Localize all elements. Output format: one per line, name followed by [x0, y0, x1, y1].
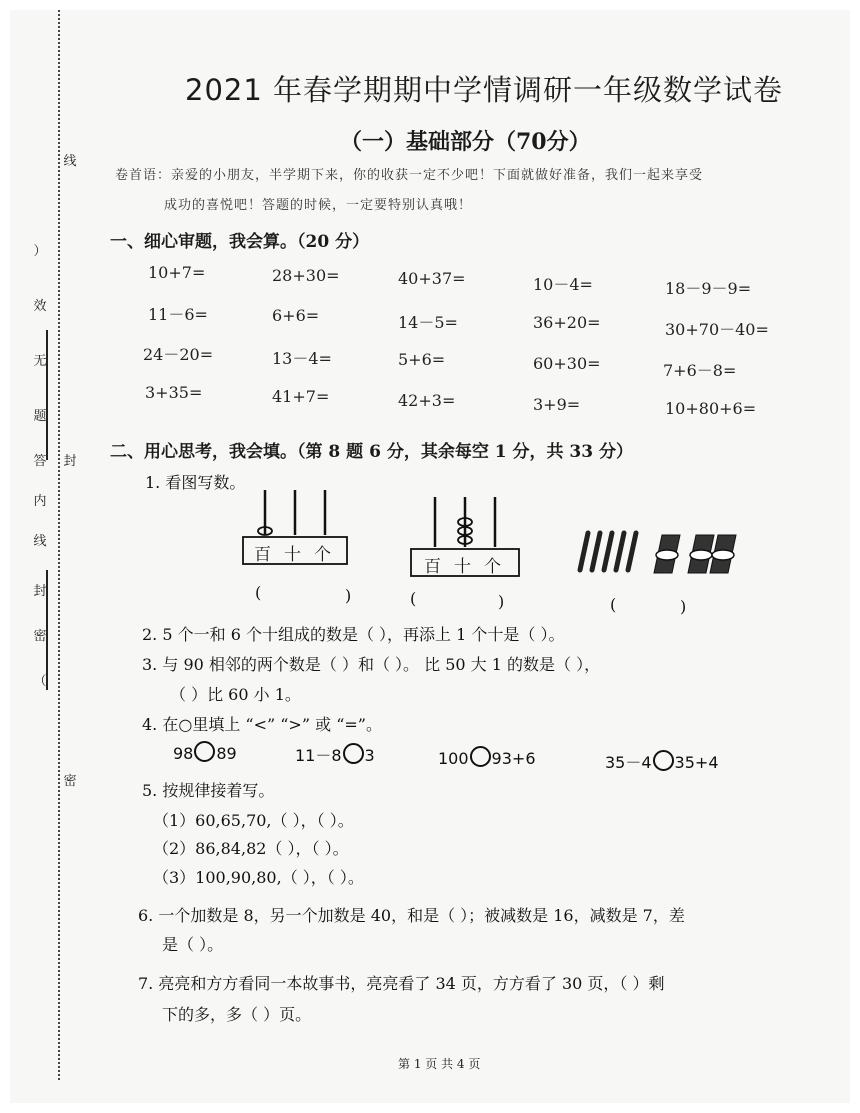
calc-item: 11－6=: [148, 305, 208, 324]
margin-char: 封: [33, 584, 47, 599]
question-5: 5. 按规律接着写。: [142, 781, 275, 800]
stick-bundle: [688, 535, 714, 573]
calc-item: 7+6－8=: [663, 361, 737, 380]
compare-circle[interactable]: [343, 743, 364, 764]
answer-blank-open: (: [410, 589, 417, 608]
calc-item: 6+6=: [272, 306, 320, 325]
answer-blank-open: (: [610, 595, 617, 614]
margin-char: 题: [33, 409, 47, 424]
calc-item: 10－4=: [533, 275, 593, 294]
question-2: 2. 5 个一和 6 个十组成的数是（ ），再添上 1 个十是（ ）。: [142, 625, 565, 644]
compare-item: [605, 750, 719, 773]
abacus-2-labels: [424, 552, 514, 577]
section-subtitle: （一）基础部分（70分）: [340, 129, 591, 155]
margin-char: 无: [33, 354, 47, 369]
section1-heading: 一、细心审题，我会算。（20 分）: [110, 232, 370, 252]
calc-item: 10+80+6=: [665, 399, 757, 418]
single-stick: [628, 533, 636, 570]
question-1: 1. 看图写数。: [145, 473, 246, 492]
calc-item: 24－20=: [143, 345, 214, 364]
section2-heading: 二、用心思考，我会填。（第 8 题 6 分，其余每空 1 分，共 33 分）: [110, 442, 633, 462]
margin-char: 内: [33, 494, 47, 509]
intro-text-line2: 成功的喜悦吧！答题的时候，一定要特别认真哦！: [164, 198, 473, 213]
compare-item: [295, 743, 375, 766]
calc-item: 60+30=: [533, 354, 601, 373]
question-3-line1: 3. 与 90 相邻的两个数是（ ）和（ ）。 比 50 大 1 的数是（ ），: [142, 655, 601, 674]
page-footer: 第 1 页 共 4 页: [398, 1057, 481, 1071]
stick-bundle: [654, 535, 680, 573]
calc-item: 36+20=: [533, 313, 601, 332]
answer-blank-open: (: [255, 583, 262, 602]
calc-item: 13－4=: [272, 349, 332, 368]
single-stick: [592, 533, 600, 570]
answer-blank-close: ): [680, 597, 687, 616]
compare-right: 35+4: [674, 753, 719, 772]
single-stick: [616, 533, 624, 570]
single-stick: [580, 533, 588, 570]
answer-blank-close: ): [498, 592, 505, 611]
question-6-line2: 是（ ）。: [162, 935, 224, 954]
margin-char: ）: [33, 244, 47, 259]
question-5-item: （2）86,84,82（ ），（ ）。: [153, 839, 349, 858]
question-6-line1: 6. 一个加数是 8，另一个加数是 40，和是（ ）；被减数是 16，减数是 7，差: [138, 906, 685, 925]
abacus-label-hundreds: 百: [254, 545, 284, 565]
page-title: 2021 年春学期期中学情调研一年级数学试卷: [185, 73, 784, 107]
margin-char: 线: [63, 154, 77, 169]
exam-page: [10, 10, 850, 1103]
compare-circle[interactable]: [194, 741, 215, 762]
calc-item: 42+3=: [398, 391, 456, 410]
margin-char: 密: [63, 774, 77, 789]
abacus-1-labels: [254, 540, 344, 565]
intro-text-line1: 卷首语：亲爱的小朋友，半学期下来，你的收获一定不少吧！下面就做好准备，我们一起来享受: [115, 168, 704, 183]
calc-item: 3+9=: [533, 395, 581, 414]
calc-item: 40+37=: [398, 269, 466, 288]
abacus-label-tens: 十: [284, 545, 314, 565]
margin-char: 封: [63, 454, 77, 469]
margin-char: （: [33, 674, 47, 689]
question-4: 4. 在○里填上 “<” “>” 或 “=”。: [142, 715, 382, 734]
compare-left: 98: [173, 744, 194, 763]
compare-right: 93+6: [491, 749, 536, 768]
sticks-and-bundles-figure: [570, 525, 740, 585]
stick-bundle: [710, 535, 736, 573]
abacus-label-ones: 个: [484, 557, 514, 577]
margin-char: 线: [33, 534, 47, 549]
question-5-item: （1）60,65,70,（ ），（ ）。: [153, 811, 354, 830]
calc-item: 14－5=: [398, 313, 458, 332]
answer-blank-close: ): [345, 586, 352, 605]
compare-item: [173, 741, 237, 763]
compare-right: 89: [216, 744, 237, 763]
question-7-line1: 7. 亮亮和方方看同一本故事书，亮亮看了 34 页，方方看了 30 页，（ ）剩: [138, 974, 665, 993]
binding-dotted-line: [58, 10, 60, 1080]
abacus-label-tens: 十: [454, 557, 484, 577]
calc-item: 3+35=: [145, 383, 203, 402]
calc-item: 18－9－9=: [665, 279, 752, 298]
calc-item: 5+6=: [398, 350, 446, 369]
abacus-label-ones: 个: [314, 545, 344, 565]
question-3-line2: （ ）比 60 小 1。: [170, 685, 301, 704]
question-7-line2: 下的多，多（ ）页。: [162, 1005, 312, 1024]
compare-left: 35－4: [605, 753, 652, 772]
calc-item: 10+7=: [148, 263, 206, 282]
compare-circle[interactable]: [653, 750, 674, 771]
calc-item: 28+30=: [272, 266, 340, 285]
compare-item: [438, 746, 536, 768]
margin-char: 密: [33, 629, 47, 644]
compare-circle[interactable]: [470, 746, 491, 767]
single-stick: [604, 533, 612, 570]
compare-left: 100: [438, 749, 469, 768]
compare-right: 3: [364, 746, 375, 765]
margin-char: 答: [33, 454, 47, 469]
question-5-item: （3）100,90,80,（ ），（ ）。: [153, 868, 364, 887]
calc-item: 30+70－40=: [665, 320, 769, 339]
calc-item: 41+7=: [272, 387, 330, 406]
margin-char: 效: [33, 299, 47, 314]
compare-left: 11－8: [295, 746, 342, 765]
abacus-label-hundreds: 百: [424, 557, 454, 577]
